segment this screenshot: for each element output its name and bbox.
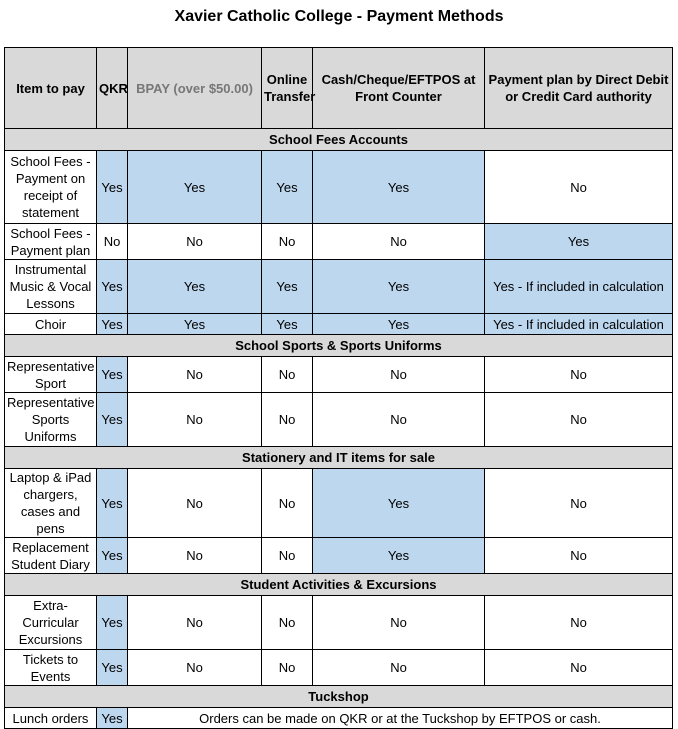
qkr-cell: Yes	[97, 469, 128, 538]
online-transfer-cell: No	[262, 224, 313, 260]
qkr-cell: Yes	[97, 151, 128, 224]
section-row	[5, 574, 673, 596]
payment-methods-table	[4, 47, 673, 729]
item-cell: Representative Sports Uniforms	[5, 393, 97, 447]
cash-cell: Yes	[313, 151, 485, 224]
bpay-cell: Yes	[128, 151, 262, 224]
online-transfer-cell: No	[262, 469, 313, 538]
item-cell: Choir	[5, 314, 97, 335]
table-row	[5, 357, 673, 393]
bpay-cell: Yes	[128, 260, 262, 314]
qkr-cell: Yes	[97, 596, 128, 650]
cash-cell: Yes	[313, 314, 485, 335]
online-transfer-cell: Yes	[262, 151, 313, 224]
section-title: School Fees Accounts	[5, 129, 673, 151]
cash-cell: Yes	[313, 538, 485, 574]
item-cell: School Fees - Payment on receipt of statement	[5, 151, 97, 224]
page-title: Xavier Catholic College - Payment Methods	[174, 8, 504, 25]
online-transfer-cell: No	[262, 538, 313, 574]
online-transfer-cell: No	[262, 596, 313, 650]
item-cell: Instrumental Music & Vocal Lessons	[5, 260, 97, 314]
cash-cell: No	[313, 596, 485, 650]
online-transfer-cell: Yes	[262, 260, 313, 314]
payment-plan-cell: Yes - If included in calculation	[485, 260, 673, 314]
qkr-cell: Yes	[97, 357, 128, 393]
cash-cell: No	[313, 393, 485, 447]
table-row	[5, 393, 673, 447]
payment-plan-cell: No	[485, 469, 673, 538]
payment-plan-cell: No	[485, 596, 673, 650]
item-cell: Replacement Student Diary	[5, 538, 97, 574]
payment-plan-cell: No	[485, 357, 673, 393]
table-row	[5, 151, 673, 224]
payment-plan-cell: Yes - If included in calculation	[485, 314, 673, 335]
online-transfer-cell: No	[262, 393, 313, 447]
item-cell: Lunch orders	[5, 708, 97, 729]
item-cell: Representative Sport	[5, 357, 97, 393]
section-title: Student Activities & Excursions	[5, 574, 673, 596]
item-cell: Extra-Curricular Excursions	[5, 596, 97, 650]
section-row	[5, 129, 673, 151]
payment-plan-cell: No	[485, 393, 673, 447]
qkr-cell: Yes	[97, 393, 128, 447]
bpay-cell: No	[128, 596, 262, 650]
item-cell: Tickets to Events	[5, 650, 97, 686]
table-row	[5, 650, 673, 686]
section-title: Tuckshop	[5, 686, 673, 708]
payment-plan-cell: No	[485, 151, 673, 224]
table-row	[5, 708, 673, 729]
qkr-cell: Yes	[97, 708, 128, 729]
table-row	[5, 314, 673, 335]
header-bpay: BPAY (over $50.00)	[128, 48, 262, 129]
cash-cell: Yes	[313, 469, 485, 538]
item-cell: Laptop & iPad chargers, cases and pens	[5, 469, 97, 538]
section-row	[5, 686, 673, 708]
bpay-cell: No	[128, 650, 262, 686]
tuckshop-note: Orders can be made on QKR or at the Tuckshop by EFTPOS or cash.	[128, 708, 673, 729]
online-transfer-cell: Yes	[262, 314, 313, 335]
table-row	[5, 538, 673, 574]
table-row	[5, 260, 673, 314]
item-cell: School Fees - Payment plan	[5, 224, 97, 260]
bpay-cell: No	[128, 538, 262, 574]
table-row	[5, 469, 673, 538]
online-transfer-cell: No	[262, 650, 313, 686]
qkr-cell: Yes	[97, 314, 128, 335]
bpay-cell: No	[128, 393, 262, 447]
header-qkr: QKR	[97, 48, 128, 129]
cash-cell: No	[313, 357, 485, 393]
section-row	[5, 447, 673, 469]
section-title: Stationery and IT items for sale	[5, 447, 673, 469]
payment-plan-cell: Yes	[485, 224, 673, 260]
cash-cell: No	[313, 650, 485, 686]
qkr-cell: Yes	[97, 538, 128, 574]
header-cash-cheque-eftpos: Cash/Cheque/EFTPOS at Front Counter	[313, 48, 485, 129]
section-title: School Sports & Sports Uniforms	[5, 335, 673, 357]
bpay-cell: No	[128, 224, 262, 260]
qkr-cell: No	[97, 224, 128, 260]
qkr-cell: Yes	[97, 650, 128, 686]
table-row	[5, 224, 673, 260]
header-row	[5, 48, 673, 129]
table-row	[5, 596, 673, 650]
cash-cell: No	[313, 224, 485, 260]
header-online-transfer: Online Transfer	[262, 48, 313, 129]
payment-plan-cell: No	[485, 538, 673, 574]
bpay-cell: Yes	[128, 314, 262, 335]
header-item-to-pay: Item to pay	[5, 48, 97, 129]
section-row	[5, 335, 673, 357]
bpay-cell: No	[128, 357, 262, 393]
bpay-cell: No	[128, 469, 262, 538]
cash-cell: Yes	[313, 260, 485, 314]
header-payment-plan: Payment plan by Direct Debit or Credit Card authority	[485, 48, 673, 129]
qkr-cell: Yes	[97, 260, 128, 314]
payment-plan-cell: No	[485, 650, 673, 686]
online-transfer-cell: No	[262, 357, 313, 393]
